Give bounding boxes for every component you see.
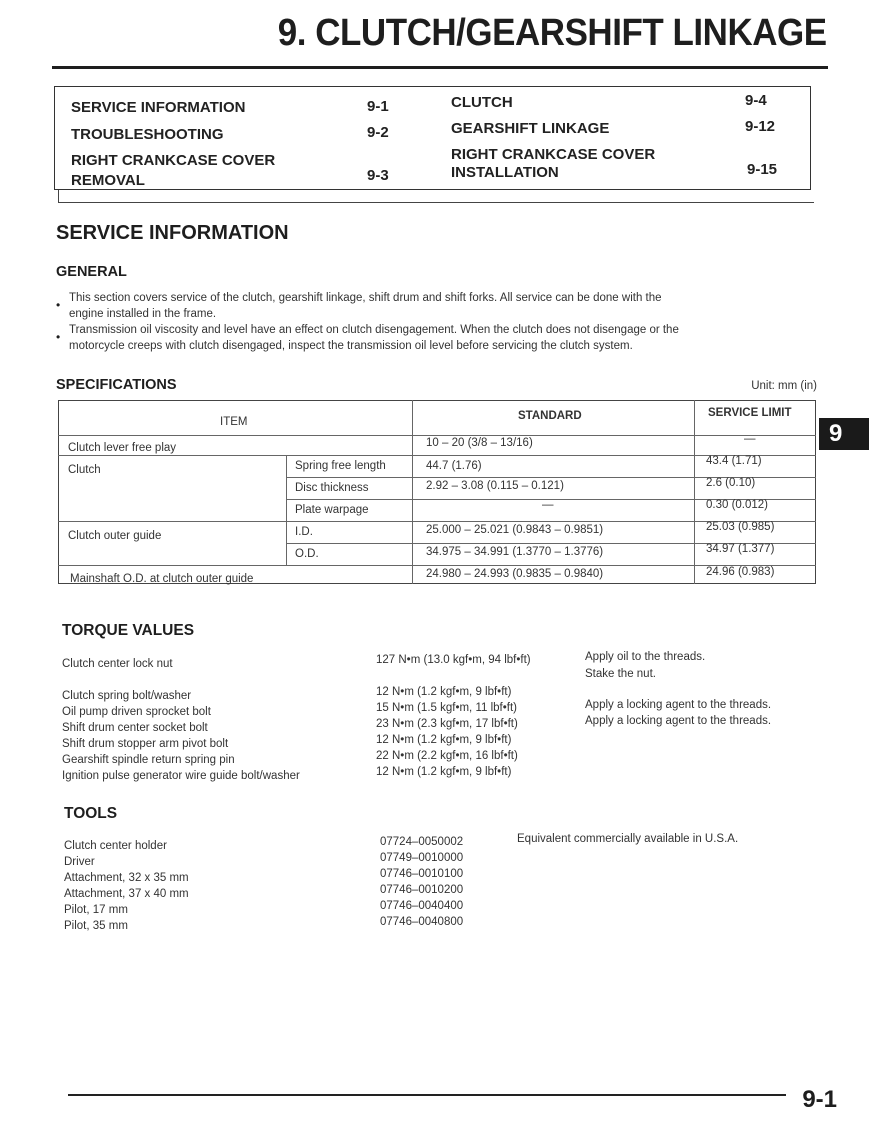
toc-link-troubleshooting[interactable]: TROUBLESHOOTING <box>71 126 224 143</box>
column-header: SERVICE LIMIT <box>708 407 792 419</box>
toc-page: 9-3 <box>367 167 389 184</box>
torque-heading: TORQUE VALUES <box>62 622 195 639</box>
spec-item: Clutch <box>68 464 101 476</box>
toc-page: 9-12 <box>745 118 776 135</box>
torque-value: 23 N•m (2.3 kgf•m, 17 lbf•ft) <box>376 718 518 730</box>
spec-limit: 24.96 (0.983) <box>706 566 775 578</box>
toc-page: 9-15 <box>747 161 778 178</box>
footer-rule <box>68 1094 786 1096</box>
torque-value: 15 N•m (1.5 kgf•m, 11 lbf•ft) <box>376 702 517 714</box>
toc-page: 9-4 <box>745 92 767 109</box>
toc-link-clutch[interactable]: CLUTCH <box>451 94 513 111</box>
toc-link-crankcase-removal-line2[interactable]: REMOVAL <box>71 172 145 189</box>
spec-subitem: Spring free length <box>295 460 386 472</box>
torque-note: Apply a locking agent to the threads. <box>585 699 772 711</box>
tool-number: 07746–0040800 <box>380 916 464 928</box>
tool-number: 07746–0010100 <box>380 868 464 880</box>
spec-subitem: Plate warpage <box>295 504 369 516</box>
spec-subitem: Disc thickness <box>295 482 369 494</box>
torque-note: Apply oil to the threads. <box>585 651 706 663</box>
tools-heading: TOOLS <box>64 805 118 822</box>
spec-item: Clutch outer guide <box>68 530 162 542</box>
torque-item: Shift drum stopper arm pivot bolt <box>62 738 229 750</box>
tool-name: Pilot, 35 mm <box>64 920 128 932</box>
torque-item: Gearshift spindle return spring pin <box>62 754 235 766</box>
specifications-table <box>58 400 816 584</box>
spec-limit: — <box>744 433 756 445</box>
spec-limit: 0.30 (0.012) <box>706 499 769 511</box>
bullet-mark: • <box>56 330 61 344</box>
page-number: 9-1 <box>802 1086 837 1113</box>
tool-name: Driver <box>64 856 95 868</box>
spec-limit: 25.03 (0.985) <box>706 521 775 533</box>
spec-item: Clutch lever free play <box>68 442 177 454</box>
tool-name: Attachment, 32 x 35 mm <box>64 872 189 884</box>
torque-value: 12 N•m (1.2 kgf•m, 9 lbf•ft) <box>376 766 512 778</box>
toc-page: 9-1 <box>367 98 389 115</box>
table-of-contents <box>54 86 811 190</box>
title-rule <box>52 66 828 69</box>
spec-limit: 43.4 (1.71) <box>706 455 762 467</box>
chapter-title: 9. CLUTCH/GEARSHIFT LINKAGE <box>278 12 827 54</box>
tool-name: Attachment, 37 x 40 mm <box>64 888 189 900</box>
tool-number: 07746–0010200 <box>380 884 464 896</box>
spec-subitem: I.D. <box>295 526 313 538</box>
tool-number: 07724–0050002 <box>380 836 464 848</box>
section-heading: SERVICE INFORMATION <box>56 222 289 244</box>
spec-standard: — <box>542 499 554 511</box>
spec-standard: 24.980 – 24.993 (0.9835 – 0.9840) <box>426 568 604 580</box>
torque-item: Clutch spring bolt/washer <box>62 690 192 702</box>
torque-value: 12 N•m (1.2 kgf•m, 9 lbf•ft) <box>376 734 512 746</box>
torque-item: Shift drum center socket bolt <box>62 722 208 734</box>
tool-number: 07746–0040400 <box>380 900 464 912</box>
spec-standard: 10 – 20 (3/8 – 13/16) <box>426 437 533 449</box>
column-header: ITEM <box>220 416 248 428</box>
column-header: STANDARD <box>518 410 582 422</box>
toc-shadow-line <box>58 190 814 203</box>
toc-link-service-information[interactable]: SERVICE INFORMATION <box>71 99 246 116</box>
torque-value: 22 N•m (2.2 kgf•m, 16 lbf•ft) <box>376 750 518 762</box>
spec-item: Mainshaft O.D. at clutch outer guide <box>70 573 254 585</box>
bullet-text: This section covers service of the clutch, gearshift linkage, shift drum and shift forks. All service can be done with the engine installed in the frame. <box>69 292 662 320</box>
torque-value: 127 N•m (13.0 kgf•m, 94 lbf•ft) <box>376 654 531 666</box>
torque-item: Ignition pulse generator wire guide bolt/washer <box>62 770 300 782</box>
spec-standard: 44.7 (1.76) <box>426 460 482 472</box>
bullet-text: Transmission oil viscosity and level have an effect on clutch disengagement. When the clutch does not disengage or the motorcycle creeps with clutch disengaged, inspect the transmission oil level before servicing the clutch system. <box>69 324 679 352</box>
torque-item: Clutch center lock nut <box>62 658 173 670</box>
spec-standard: 2.92 – 3.08 (0.115 – 0.121) <box>426 480 564 492</box>
toc-page: 9-2 <box>367 124 389 141</box>
torque-item: Oil pump driven sprocket bolt <box>62 706 211 718</box>
torque-note: Apply a locking agent to the threads. <box>585 715 772 727</box>
torque-note: Stake the nut. <box>585 668 656 680</box>
spec-standard: 34.975 – 34.991 (1.3770 – 1.3776) <box>426 546 604 558</box>
tool-number: 07749–0010000 <box>380 852 464 864</box>
specifications-heading: SPECIFICATIONS <box>56 377 177 393</box>
chapter-tab: 9 <box>819 418 869 450</box>
spec-standard: 25.000 – 25.021 (0.9843 – 0.9851) <box>426 524 604 536</box>
toc-link-crankcase-removal[interactable]: RIGHT CRANKCASE COVER <box>71 152 276 169</box>
bullet-mark: • <box>56 298 61 312</box>
tools-note: Equivalent commercially available in U.S.A. <box>517 833 739 845</box>
spec-limit: 34.97 (1.377) <box>706 543 775 555</box>
general-heading: GENERAL <box>56 264 127 280</box>
spec-subitem: O.D. <box>295 548 319 560</box>
unit-label: Unit: mm (in) <box>751 380 817 392</box>
spec-limit: 2.6 (0.10) <box>706 477 756 489</box>
tool-name: Pilot, 17 mm <box>64 904 128 916</box>
toc-link-crankcase-installation[interactable]: RIGHT CRANKCASE COVER <box>451 146 656 163</box>
torque-value: 12 N•m (1.2 kgf•m, 9 lbf•ft) <box>376 686 512 698</box>
toc-link-crankcase-installation-line2[interactable]: INSTALLATION <box>451 164 559 181</box>
toc-link-gearshift-linkage[interactable]: GEARSHIFT LINKAGE <box>451 120 610 137</box>
tool-name: Clutch center holder <box>64 840 167 852</box>
